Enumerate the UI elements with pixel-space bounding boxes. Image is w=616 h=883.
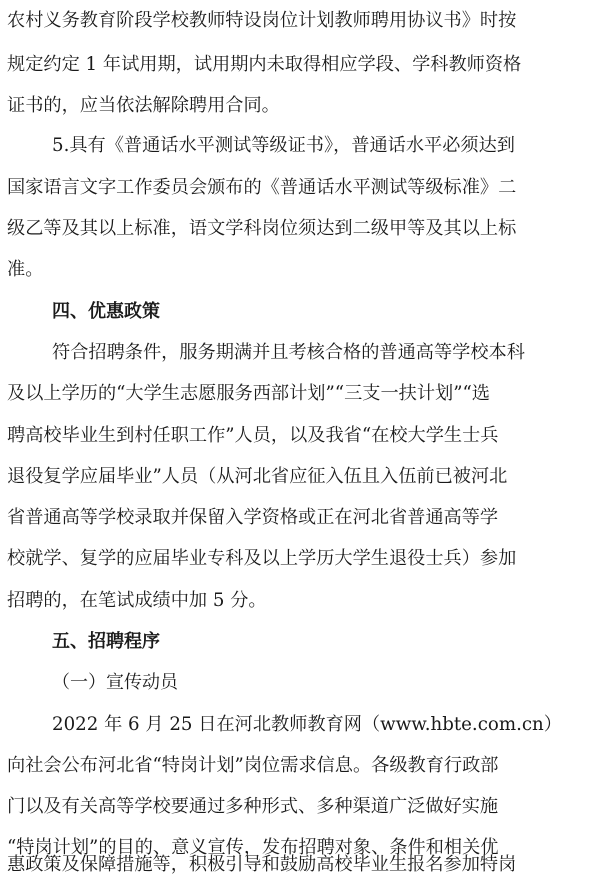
text-line: 符合招聘条件，服务期满并且考核合格的普通高等学校本科	[52, 342, 525, 363]
text-line: 规定约定 1 年试用期，试用期内未取得相应学段、学科教师资格	[7, 54, 522, 75]
text-line: 门以及有关高等学校要通过多种形式、多种渠道广泛做好实施	[7, 796, 499, 817]
text-line: 及以上学历的“大学生志愿服务西部计划”“三支一扶计划”“选	[7, 383, 490, 404]
section-heading: 四、优惠政策	[52, 301, 160, 322]
subsection-heading: （一）宣传动员	[52, 672, 178, 693]
text-line: 2022 年 6 月 25 日在河北教师教育网（www.hbte.com.cn）	[52, 714, 562, 735]
text-line: 级乙等及其以上标准，语文学科岗位须达到二级甲等及其以上标	[7, 218, 517, 239]
text-line: 惠政策及保障措施等，积极引导和鼓励高校毕业生报名参加特岗	[7, 854, 517, 875]
text-line: 省普通高等学校录取并保留入学资格或正在河北省普通高等学	[7, 507, 499, 528]
section-heading: 五、招聘程序	[52, 631, 160, 652]
text-line: 准。	[7, 259, 44, 280]
text-line: 农村义务教育阶段学校教师特设岗位计划教师聘用协议书》时按	[7, 10, 517, 31]
text-line: 向社会公布河北省“特岗计划”岗位需求信息。各级教育行政部	[7, 755, 499, 776]
text-line: “特岗计划”的目的、意义宣传，发布招聘对象、条件和相关优	[7, 837, 499, 858]
text-line: 5.具有《普通话水平测试等级证书》，普通话水平必须达到	[52, 135, 515, 156]
text-line: 退役复学应届毕业”人员（从河北省应征入伍且入伍前已被河北	[7, 466, 508, 487]
text-line: 证书的，应当依法解除聘用合同。	[7, 95, 280, 116]
text-line: 国家语言文字工作委员会颁布的《普通话水平测试等级标准》二	[7, 177, 517, 198]
text-line: 校就学、复学的应届毕业专科及以上学历大学生退役士兵）参加	[7, 548, 517, 569]
text-line: 聘高校毕业生到村任职工作”人员，以及我省“在校大学生士兵	[7, 425, 499, 446]
text-line: 招聘的，在笔试成绩中加 5 分。	[7, 590, 267, 611]
